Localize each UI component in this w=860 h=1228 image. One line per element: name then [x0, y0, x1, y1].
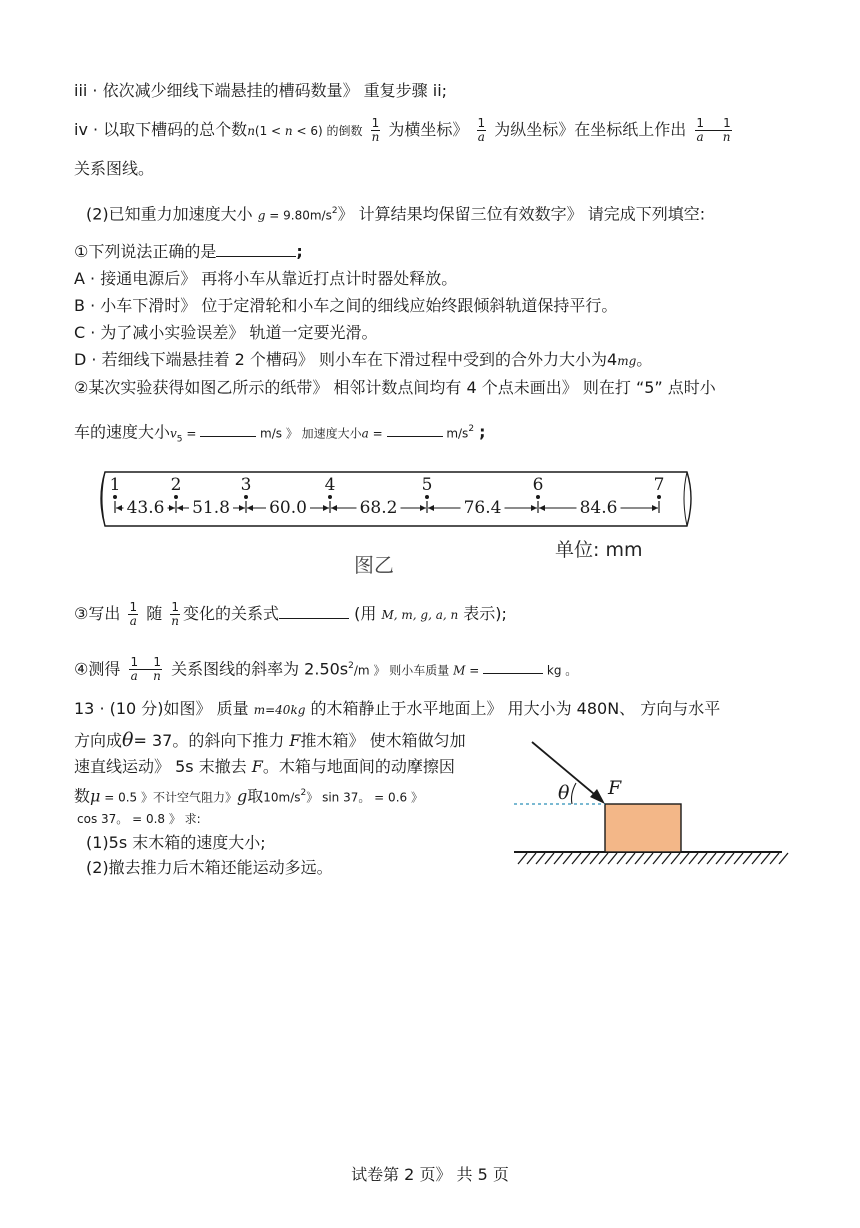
- theta-label: θ: [558, 782, 570, 804]
- tape-gap-value: 68.2: [359, 498, 398, 518]
- tape-caption: 图乙: [354, 553, 394, 577]
- tape-gap-value: 60.0: [269, 498, 307, 518]
- fraction-one-over-a: $\frac{1}{a}$: [477, 116, 486, 144]
- step-iii: iii · 依次减少细线下端悬挂的槽码数量》 重复步骤 ii;: [74, 81, 448, 100]
- page-footer: 试卷第 2 页》 共 5 页: [351, 1165, 509, 1184]
- wooden-box: [605, 804, 681, 852]
- dimension-arrowhead-icon: [116, 505, 122, 511]
- tape-dot: [174, 495, 178, 499]
- problem-13-line-2: 方向成θ= 37。的斜向下推力 F推木箱》 使木箱做匀加: [74, 729, 466, 751]
- velocity-answer-blank[interactable]: [200, 422, 256, 437]
- step-iv: iv · 以取下槽码的总个数n(1 < n < 6) 的倒数 $\frac{1}{n}$ 为横坐标》 $\frac{1}{a}$ 为纵坐标》在坐标纸上作出 $\frac{1 1}{\text{a n}}$: [74, 116, 731, 144]
- box-push-figure: [510, 738, 790, 872]
- option-b: B · 小车下滑时》 位于定滑轮和小车之间的细线应始终跟倾斜轨道保持平行。: [74, 296, 618, 315]
- tape-dot: [328, 495, 332, 499]
- dimension-arrowhead-icon: [539, 505, 545, 511]
- option-d: D · 若细线下端悬挂着 2 个槽码》 则小车在下滑过程中受到的合外力大小为4mg。: [74, 350, 653, 369]
- dimension-arrowhead-icon: [428, 505, 434, 511]
- dimension-arrowhead-icon: [652, 505, 658, 511]
- tape-dot: [244, 495, 248, 499]
- question-3: ③写出 $\frac{1}{a}$ 随 $\frac{1}{n}$ 变化的关系式 (用 M, m, g, a, n 表示);: [74, 600, 507, 628]
- tape-point-label: 6: [532, 475, 544, 495]
- tape-dot: [425, 495, 429, 499]
- angle-arc: [572, 783, 577, 804]
- tape-gap-value: 43.6: [126, 498, 165, 518]
- paper-tape-svg: [95, 468, 695, 580]
- question-1: ①下列说法正确的是 ;: [74, 242, 303, 261]
- fraction-pair: $\frac{1 1}{\text{a n}}$: [130, 655, 161, 684]
- relation-answer-blank[interactable]: [279, 604, 349, 619]
- answer-blank-1[interactable]: [216, 242, 296, 257]
- tape-gap-value: 51.8: [192, 498, 230, 518]
- problem-13-line-3: 速直线运动》 5s 末撤去 F。木箱与地面间的动摩擦因: [74, 757, 455, 776]
- part2-intro: (2)已知重力加速度大小 $g = 9.80m/s^2$》 计算结果均保留三位有效数字》 请完成下列填空:: [86, 204, 706, 224]
- tape-point-label: 5: [421, 475, 433, 495]
- tape-point-label: 3: [240, 475, 252, 495]
- tape-dot: [113, 495, 117, 499]
- tape-point-label: 2: [170, 475, 182, 495]
- dimension-arrowhead-icon: [331, 505, 337, 511]
- problem-13-line-5: cos 37。 = 0.8 》 求:: [77, 812, 201, 826]
- dimension-arrowhead-icon: [323, 505, 329, 511]
- tape-dot: [657, 495, 661, 499]
- tape-unit-label: 单位: mm: [555, 539, 643, 561]
- fraction-pair: $\frac{1 1}{\text{a n}}$: [696, 116, 731, 144]
- box-diagram-svg: [510, 738, 790, 868]
- ground-hatching: [518, 853, 788, 864]
- tape-gap-value: 84.6: [579, 498, 618, 518]
- question-2: ②某次实验获得如图乙所示的纸带》 相邻计数点间均有 4 个点未画出》 则在打 “5” 点时小: [74, 378, 716, 397]
- fraction-one-over-n: $\frac{1}{n}$: [171, 600, 180, 628]
- step-iv-cont: 关系图线。: [74, 159, 155, 178]
- paper-tape-figure: [95, 468, 695, 584]
- dimension-arrowhead-icon: [169, 505, 175, 511]
- acceleration-answer-blank[interactable]: [387, 422, 443, 437]
- tape-point-label: 7: [653, 475, 665, 495]
- tape-dot: [536, 495, 540, 499]
- dimension-arrowhead-icon: [531, 505, 537, 511]
- dimension-arrowhead-icon: [239, 505, 245, 511]
- dimension-arrowhead-icon: [420, 505, 426, 511]
- force-label: F: [608, 777, 622, 799]
- fraction-one-over-a: $\frac{1}{a}$: [129, 600, 138, 628]
- dimension-arrowhead-icon: [177, 505, 183, 511]
- problem-13-line-1: 13 · (10 分)如图》 质量 m=40kg 的木箱静止于水平地面上》 用大小为 480N、 方向与水平: [74, 699, 721, 718]
- force-arrowhead-icon: [590, 789, 605, 804]
- mass-answer-blank[interactable]: [483, 659, 543, 674]
- problem-13-question-2: (2)撤去推力后木箱还能运动多远。: [86, 858, 333, 877]
- option-a: A · 接通电源后》 再将小车从靠近打点计时器处释放。: [74, 269, 458, 288]
- tape-point-label: 4: [324, 475, 336, 495]
- question-2-cont: 车的速度大小$v_5 = m/s$ 》 加速度大小$a = m/s^2$ ;: [74, 422, 486, 445]
- tape-gap-value: 76.4: [463, 498, 502, 518]
- problem-13-question-1: (1)5s 末木箱的速度大小;: [86, 833, 266, 852]
- problem-13-line-4: 数μ = 0.5 》不计空气阻力》g取$10m/s^2$》 sin 37。 = 0.6 》: [74, 786, 423, 806]
- question-4: ④测得 $\frac{1 1}{\text{a n}}$ 关系图线的斜率为 $2.50s^2/m$ 》 则小车质量 M = kg 。: [74, 655, 578, 684]
- fraction-one-over-n: $\frac{1}{n}$: [371, 116, 380, 144]
- dimension-arrowhead-icon: [247, 505, 253, 511]
- option-c: C · 为了减小实验误差》 轨道一定要光滑。: [74, 323, 378, 342]
- tape-point-label: 1: [109, 475, 121, 495]
